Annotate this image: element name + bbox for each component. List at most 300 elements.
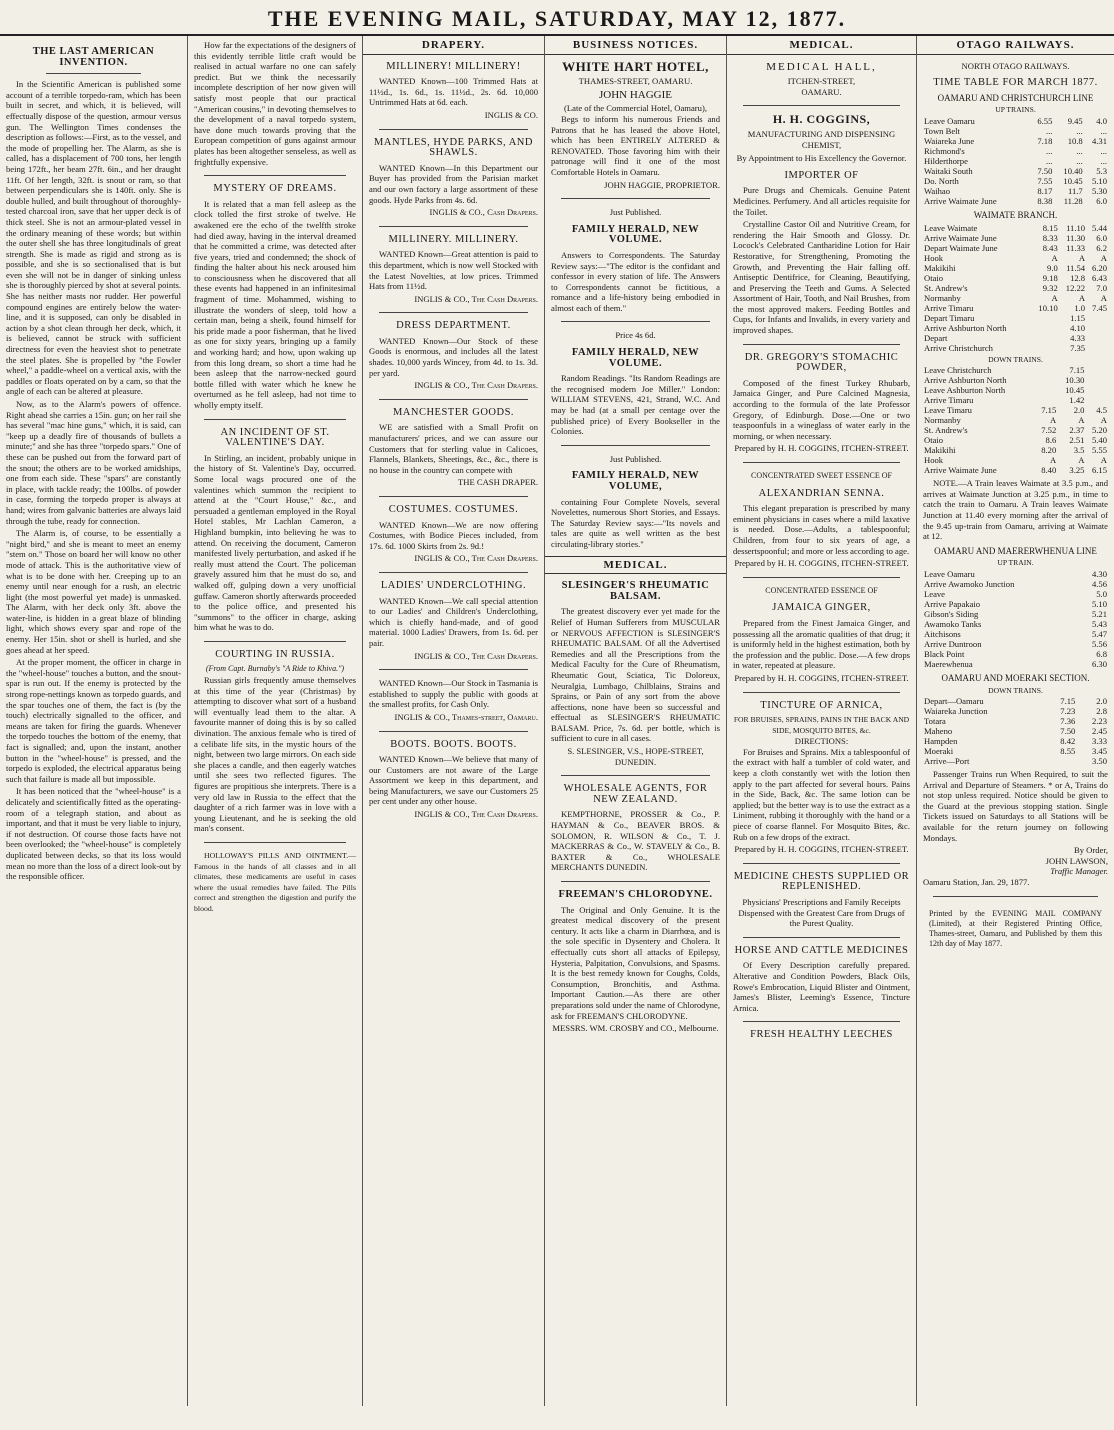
- station-name: Depart: [924, 332, 948, 343]
- column-3: [363, 36, 545, 1406]
- departure-time: 5.3: [1096, 165, 1107, 176]
- advertisement-text: HOLLOWAY'S PILLS AND OINTMENT.—Famous in the hands of all classes and in all climates, these medicaments are useful in cases where the usual remedies have failed. The Pills correct and strengthen the digestion and purify the blood.: [194, 850, 356, 913]
- ad-title: LADIES' UNDERCLOTHING.: [380, 579, 527, 591]
- article-paragraph: The Alarm is, of course, to be essentially a "night bird," and she is meant to meet an enemy "stem on." Those on board her will know no other mode of attack. This is the authoritative view of what is to be done with her. Creeping up to an enemy until near enough for a rush, an electric light (the most powerful yet made) is unmasked. The Alarm, with her deck only 3ft. above the water-line, is hidden in a great blaze of blinding light, which shows every spar and rope of the enemy. Her 15in. shot or shell is hurled, and she goes ahead at her speed.: [6, 528, 181, 655]
- advertisement: [733, 586, 910, 684]
- direction-label: DOWN TRAINS.: [988, 685, 1043, 695]
- section-header: BUSINESS NOTICES.: [545, 40, 726, 55]
- station-name: Arrive Awamoko Junction: [924, 578, 1015, 589]
- ad-subhead: IMPORTER OF: [784, 169, 859, 181]
- divider: [379, 496, 528, 497]
- departure-time: 2.0: [1096, 696, 1107, 707]
- departure-time: 9.18: [1042, 272, 1058, 283]
- departure-time: 6.0: [1096, 232, 1107, 243]
- station-name: Makikihi: [924, 445, 956, 456]
- advertisement: [733, 872, 910, 929]
- station-name: Awamoko Tanks: [924, 618, 982, 629]
- ad-title: DR. GREGORY'S STOMACHIC POWDER,: [744, 351, 899, 374]
- ad-title: WHOLESALE AGENTS, FOR NEW ZEALAND.: [563, 783, 708, 805]
- departure-time: 5.47: [1091, 628, 1107, 639]
- station-name: Hook: [924, 455, 944, 466]
- timetable-row: [923, 186, 1108, 196]
- timetable-row: [923, 196, 1108, 206]
- departure-time: 6.8: [1096, 648, 1107, 659]
- departure-time: A: [1100, 455, 1107, 466]
- departure-time: 8.55: [1060, 746, 1076, 757]
- advertisement: [369, 740, 538, 820]
- advertisement: [733, 471, 910, 569]
- departure-time: 7.0: [1096, 282, 1107, 293]
- divider: [743, 863, 900, 864]
- timetable-row: [923, 146, 1108, 156]
- station-name: Leave Ashburton North: [924, 385, 1006, 396]
- signature: Traffic Manager.: [1050, 866, 1108, 877]
- ad-title: MEDICAL HALL,: [766, 60, 877, 73]
- ad-title: ALEXANDRIAN SENNA.: [758, 487, 885, 499]
- ad-firm: INGLIS & CO.: [484, 109, 538, 120]
- ad-list: Pure Drugs and Chemicals. Genuine Patent Medicines. Perfumery. And all articles requisite for the Toilet.: [733, 185, 910, 217]
- ad-body: KEMPTHORNE, PROSSER & Co., P. HAYMAN & Co., BEAVER BROS. & SOLOMON, R. WILSON & Co., T. J. MACKERRAS & Co., W. STAVELY & Co., B. BAXTER & Co., WHOLESALE MERCHANTS DUNEDIN.: [551, 809, 720, 873]
- station-name: Otaio: [924, 435, 944, 446]
- departure-time: 7.36: [1060, 716, 1076, 727]
- station-name: Hampden: [924, 736, 958, 747]
- divider: [743, 1021, 900, 1022]
- ad-body: Prepared from the Finest Jamaica Ginger, and possessing all the aromatic qualities of that drug; it is uniformly held in the highest estimation, both by the profession and the public. Dose.—A few drops in water, repeated at pleasure.: [733, 617, 910, 671]
- station-name: Maerewhenua: [924, 658, 973, 669]
- ad-body: The Original and Only Genuine. It is the greatest medical discovery of the present century. It acts like a charm in Diarrhœa, and is the sole specific in Dysentery and Cholera. It effectually cuts short all attacks of Epilepsy, Hysteria, Palpitation, Convulsions, and Spasms. It is the best remedy known for Coughs, Colds, Consumption, Bronchitis, and Asthma. Important Caution.—As there are other preparations sold under the name of Chlorodyne, ask for FREEMAN'S CHLORODYNE.: [551, 904, 720, 1021]
- timetable-row: [923, 273, 1108, 283]
- departure-time: 12.22: [1065, 282, 1086, 293]
- station-name: Arrive Christchurch: [924, 342, 993, 353]
- departure-time: 4.56: [1091, 578, 1107, 589]
- ad-body: containing Four Complete Novels, several Novelettes, numerous Short Stories, and Essays. The Saturday Review says:—"Its novels and tales are quite as well written as the best circulating-library stories.": [551, 496, 720, 549]
- station-name: Gibson's Siding: [924, 608, 979, 619]
- departure-time: ...: [1045, 145, 1053, 156]
- departure-time: A: [1051, 252, 1058, 263]
- timetable-row: [923, 736, 1108, 746]
- article-paragraph: In the Scientific American is published some account of a terrible torpedo-ram, which has been built in secret, and which, it is believed, will effectually dispose of the question, armour versus gun. The Wellington Times condenses the description as follows:—First, as to the vessel, and the mode of propelling her. The Alarm, as she is called, has a displacement of 700 tons, her length being 172ft., her beam 27ft. 6in., and her draught 11ft. Of her length, 32ft. is snout or ram, so that between perpendiculars she is 140ft. only. She is double hulled, and built throughout of thoroughly-tested charcoal iron, save that her upper deck is of thick steel. She is not an armour-plated vessel in the ordinary meaning of these words; but within the outer shell she has three longitudinals of great strength. She is made as rigid and strong as is possible, and she is so sectionalised that is but even she will not be in danger of sinking unless she is thoroughly pierced by shot at several points. She has neither masts nor rudder. Her powerful compound engines are entirely below the water-line, and it is supposed, can only be disabled in action by a shot clean through her deck, which, it is believed, cannot be struck with sufficient directness for even the heaviest shot to penetrate the steel plates. She is propelled by "the Fowler wheel," a paddle-wheel on a vertical axis, with the paddles or floats operated on by a cam, so that the angle of each can be altered at pleasure.: [6, 79, 181, 397]
- departure-time: ...: [1045, 155, 1053, 166]
- departure-time: 9.45: [1067, 115, 1083, 126]
- ad-title: FRESH HEALTHY LEECHES: [750, 1029, 893, 1041]
- ad-head: Just Published.: [609, 207, 662, 218]
- station-name: Aitchisons: [924, 628, 961, 639]
- departure-time: 8.42: [1060, 736, 1076, 747]
- ad-firm: JOHN HAGGIE, PROPRIETOR.: [604, 179, 720, 190]
- ad-firm: S. SLESINGER, V.S., HOPE-STREET, DUNEDIN.: [567, 746, 704, 767]
- station-name: Waiareka June: [924, 135, 975, 146]
- ad-title: MILLINERY. MILLINERY.: [388, 233, 519, 245]
- departure-time: 1.15: [1070, 312, 1086, 323]
- advertisement: [733, 114, 910, 335]
- departure-time: 5.55: [1091, 445, 1107, 456]
- ad-body: Crystalline Castor Oil and Nutritive Cream, for rendering the Hair Smooth and Glossy. Dr. Locock's Celebrated Cantharidine Lotion for Hair Restorative, for Strengthening, Promoting the Growth, and Preventing the Hair falling off. Antiseptic Dentifrice, for Cleaning, Beautifying, and Preserving the Teeth and Gums. A Selected Assortment of Hair, Tooth, and Nail Brushes, from the most approved makers. Feeding Bottles and Cups, for Infants and Invalids, in every variety and improved shapes.: [733, 219, 910, 336]
- departure-time: A: [1078, 415, 1085, 426]
- station-name: Arrive Papakaio: [924, 598, 981, 609]
- divider: [561, 445, 710, 446]
- section-header: MEDICAL.: [545, 556, 726, 575]
- departure-time: 8.33: [1042, 232, 1058, 243]
- article-paragraph: At the proper moment, the officer in charge in the "wheel-house" touches a button, and the snout-spar is run out. If the enemy is protected by the strong rope-nettings known as torpedo guards, and the spar touches one of them, the fact is (by the touch) electrically signalled to the officer, and means are taken for firing the guards. Whenever the torpedo touches the bottom of the enemy, that fact is signalled; and, upon the instant, another button in the "wheel-house" is pressed, and the torpedo is exploded, the electrical apparatus being such that failure is made all but impossible.: [6, 657, 181, 784]
- article-source: (From Capt. Burnaby's "A Ride to Khiva."): [205, 664, 345, 674]
- departure-time: [1035, 365, 1058, 375]
- ad-title: BOOTS. BOOTS. BOOTS.: [390, 738, 517, 750]
- timetable-row: [923, 253, 1108, 263]
- departure-time: 8.40: [1041, 465, 1057, 476]
- divider: [743, 105, 900, 106]
- departure-time: 5.30: [1091, 185, 1107, 196]
- departure-time: [1035, 385, 1058, 395]
- ad-title: H. H. COGGINS,: [772, 112, 871, 127]
- departure-time: 9.32: [1042, 282, 1058, 293]
- departure-time: [1086, 333, 1108, 343]
- ad-body: Composed of the finest Turkey Rhubarb, Jamaica Ginger, and Pure Calcined Magnesia, according to the formula of the late Professor Gregory, of Edinburgh. Dose.—One or two teaspoonfuls in a wineglass of water early in the morning, or when necessary.: [733, 377, 910, 441]
- ad-firm: INGLIS & CO., The Cash Drapers.: [414, 553, 538, 564]
- timetable-row: [923, 263, 1108, 273]
- departure-time: 5.44: [1091, 222, 1107, 233]
- ad-firm: INGLIS & CO., The Cash Drapers.: [414, 293, 538, 304]
- divider: [379, 129, 528, 130]
- departure-time: A: [1050, 455, 1057, 466]
- ad-body: Of Every Description carefully prepared. Alterative and Condition Powders, Black Oils, Rowe's Embrocation, Liquid Blister and Ointment, James's Blister, Leeming's Essence, Tincture Arnica.: [733, 960, 910, 1013]
- advertisement: [369, 62, 538, 121]
- departure-time: [1031, 343, 1058, 353]
- ad-title: DRESS DEPARTMENT.: [396, 320, 511, 332]
- divider: [743, 462, 900, 463]
- station-name: Leave Timaru: [924, 405, 972, 416]
- divider: [743, 344, 900, 345]
- masthead-title: THE EVENING MAIL, SATURDAY, MAY 12, 1877.: [267, 6, 847, 31]
- advertisement: [369, 408, 538, 488]
- ad-place: THAMES-STREET, OAMARU.: [578, 76, 693, 87]
- ad-firm: MESSRS. WM. CROSBY and CO., Melbourne.: [552, 1023, 719, 1034]
- ad-title: FAMILY HERALD, NEW VOLUME.: [571, 347, 700, 369]
- advertisement: [733, 62, 910, 98]
- ad-firm: INGLIS & CO., The Cash Drapers.: [414, 650, 538, 661]
- station-name: Leave Oamaru: [924, 115, 975, 126]
- ad-body: WANTED Known—Great attention is paid to this department, which is now well Stocked with the Latest Novelties, at low prices. Trimmed Hats from 11½d.: [369, 249, 538, 292]
- timetable-row: [923, 726, 1108, 736]
- timetable-row: [923, 156, 1108, 166]
- departure-time: ...: [1100, 155, 1107, 166]
- departure-time: 9.0: [1047, 262, 1058, 273]
- signature: JOHN LAWSON,: [1045, 855, 1108, 866]
- ad-title: JAMAICA GINGER,: [772, 602, 871, 614]
- departure-time: 8.20: [1041, 445, 1057, 456]
- advertisement: [551, 890, 720, 1034]
- departure-time: [1045, 756, 1077, 766]
- ad-body: WANTED Known—100 Trimmed Hats at 11½d., 1s. 6d., 1s. 11½d., 2s. 6d. 10,000 Untrimmed Hats at 6d. each.: [369, 76, 538, 108]
- timetable: [923, 223, 1108, 353]
- divider: [743, 577, 900, 578]
- departure-time: 7.18: [1037, 135, 1053, 146]
- ad-title: MANCHESTER GOODS.: [392, 406, 515, 418]
- ad-pre: CONCENTRATED SWEET ESSENCE OF: [751, 471, 892, 480]
- ad-title: FREEMAN'S CHLORODYNE.: [558, 889, 713, 900]
- station-name: Waitaki South: [924, 165, 973, 176]
- departure-time: [1035, 375, 1058, 385]
- ad-firm: INGLIS & CO., The Cash Drapers.: [414, 809, 538, 820]
- departure-time: 2.23: [1091, 716, 1107, 727]
- ad-firm: Prepared by H. H. COGGINS, ITCHEN-STREET.: [734, 844, 909, 855]
- departure-time: 7.23: [1060, 706, 1076, 717]
- departure-time: 8.15: [1042, 222, 1058, 233]
- departure-time: 4.5: [1096, 405, 1107, 416]
- departure-time: 7.55: [1037, 175, 1053, 186]
- station-name: Normanby: [924, 292, 961, 303]
- station-name: Arrive Timaru: [924, 395, 974, 406]
- station-name: Hook: [924, 252, 944, 263]
- station-name: Otaio: [924, 272, 944, 283]
- section-header: MEDICAL.: [727, 40, 916, 55]
- departure-time: 6.55: [1037, 115, 1053, 126]
- line-heading: WAIMATE BRANCH.: [973, 209, 1058, 220]
- station-name: Waiareka Junction: [924, 706, 988, 717]
- timetable-row: [923, 706, 1108, 716]
- ad-title: MANTLES, HYDE PARKS, AND SHAWLS.: [374, 136, 533, 159]
- ad-title: MEDICINE CHESTS SUPPLIED OR REPLENISHED.: [733, 870, 910, 893]
- timetable-row: [923, 136, 1108, 146]
- station-name: Arrive Ashburton North: [924, 322, 1007, 333]
- advertisement: [369, 678, 538, 722]
- timetable-row: [923, 659, 1108, 669]
- timetable-row: [923, 609, 1108, 619]
- divider: [743, 937, 900, 938]
- station-name: Arrive Duntroon: [924, 638, 982, 649]
- article-paragraph: How far the expectations of the designers of this evidently terrible little craft would be realised in actual warfare no one can safely predict. But we think the necessarily incomplete description of her now given will satisfy most people that our practical "American cousins," in devoting themselves to the development of a naval torpedo system, have done much towards proving that the European competition of guns against armour plates has been altogether senseless, as well as frightfully expensive.: [194, 40, 357, 167]
- divider: [46, 73, 141, 74]
- station-name: Depart Waimate June: [924, 242, 998, 253]
- timetable-row: [923, 176, 1108, 186]
- ad-title: MILLINERY! MILLINERY!: [386, 60, 521, 72]
- departure-time: 8.43: [1042, 242, 1058, 253]
- ad-title: SLESINGER'S RHEUMATIC BALSAM.: [561, 580, 710, 602]
- ad-subtitle: MANUFACTURING AND DISPENSING CHEMIST,: [747, 128, 896, 150]
- ad-appointment: By Appointment to His Excellency the Governor.: [736, 153, 907, 164]
- timetable-row: [923, 746, 1108, 756]
- column-1: [0, 36, 188, 1406]
- departure-time: ...: [1100, 145, 1107, 156]
- timetable-row: [923, 425, 1108, 435]
- station-name: Town Belt: [924, 125, 960, 136]
- timetable-row: [923, 465, 1108, 475]
- departure-time: 3.50: [1091, 756, 1107, 767]
- ad-body: WANTED Known—We call special attention to our Ladies' and Children's Underclothing, which is chiefly hand-made, and of good material. 1000 Ladies' Drawers, from 1s. 6d. per pair.: [369, 595, 538, 648]
- departure-time: 2.8: [1096, 706, 1107, 717]
- advertisement: [551, 454, 720, 550]
- section-header: DRAPERY.: [363, 40, 544, 55]
- column-5: [727, 36, 917, 1406]
- station-name: Richmond's: [924, 145, 965, 156]
- departure-time: 4.10: [1070, 322, 1086, 333]
- ad-title: TINCTURE OF ARNICA,: [760, 699, 883, 711]
- advertisement: [369, 505, 538, 564]
- departure-time: 6.15: [1091, 465, 1107, 476]
- article-paragraph: In Stirling, an incident, probably unique in the history of St. Valentine's Day, occurred. Some local wags procured one of the valentines which summon the recipient to attend at the "Court House," &c., and persuaded a gentleman employed in the Royal Hotel stables, Mr Lachlan Cameron, a Highland bumpkin, into believing he was to attend. On receiving the document, Cameron manifested lively perturbation, and asked if he really must attend the Court. The policeman gravely assured him that he must do so, and walked off, gulping down a very unofficial guffaw. Cameron shortly afterwards proceeded to the police office, and presented his "summons" to the officer in charge, asking him what he was to do.: [194, 452, 356, 633]
- timetable-row: [923, 333, 1108, 343]
- ad-head: Price 4s 6d.: [615, 330, 656, 341]
- timetable-row: [923, 343, 1108, 353]
- departure-time: 4.0: [1096, 115, 1107, 126]
- divider: [379, 226, 528, 227]
- timetable-subtitle: TIME TABLE FOR MARCH 1877.: [933, 77, 1098, 89]
- station-name: Arrive Waimate June: [924, 232, 997, 243]
- departure-time: 6.0: [1096, 195, 1107, 206]
- departure-time: 7.45: [1091, 302, 1107, 313]
- departure-time: 8.6: [1045, 435, 1057, 446]
- departure-time: 10.10: [1038, 302, 1058, 313]
- ad-title: FAMILY HERALD, NEW VOLUME,: [571, 470, 700, 492]
- departure-time: 11.7: [1068, 185, 1083, 196]
- divider: [743, 692, 900, 693]
- timetable-row: [923, 166, 1108, 176]
- article-heading: AN INCIDENT OF ST. VALENTINE'S DAY.: [220, 426, 330, 449]
- station-name: Arrive Waimate June: [924, 465, 997, 476]
- ad-body: Begs to inform his numerous Friends and Patrons that he has leased the above Hotel, which has been ENTIRELY ALTERED & RENOVATED. Those favoring him with their patronage will find it one of the most Comfortable Hotels in Oamaru.: [551, 113, 720, 177]
- timetable-row: [923, 756, 1108, 766]
- ad-firm: INGLIS & CO., The Cash Drapers.: [414, 380, 538, 391]
- timetable-row: [923, 696, 1108, 706]
- departure-time: 2.45: [1091, 726, 1107, 737]
- divider: [561, 321, 710, 322]
- departure-time: [1086, 343, 1108, 353]
- departure-time: 5.20: [1091, 425, 1107, 436]
- departure-time: 6.20: [1091, 262, 1107, 273]
- ad-body: Physicians' Prescriptions and Family Receipts Dispensed with the Greatest Care from Drugs of the Purest Quality.: [738, 897, 905, 929]
- station-name: Waihao: [924, 185, 951, 196]
- masthead: [0, 0, 1114, 36]
- ad-body: WANTED Known—In this Department our Buyer has provided from the Parisian market and our own factory a large assortment of these goods. Hyde Parks from 4s. 6d.: [369, 162, 538, 205]
- divider: [561, 198, 710, 199]
- signature-date: Oamaru Station, Jan. 29, 1877.: [923, 877, 1030, 888]
- departure-time: 5.10: [1091, 175, 1107, 186]
- column-2: [188, 36, 363, 1406]
- article-paragraph: It is related that a man fell asleep as the clock tolled the first stroke of twelve. He awakened ere the echo of the twelfth stroke had died away, having in the interval dreamed that he committed a crime, was detected after five years, tried and condemned; the shock of finding the halter about his neck aroused him to consciousness when he discovered that all these events had happened in an infinitesimal fragment of time. Mohammed, wishing to illustrate the wonders of sleep, told how a certain man, being a sheik, found himself for his pride made a poor fisherman, that he lived as one for sixty years, bringing up a family and working hard; and how, upon waking up from this long dream, so short a time had he been asleep that the narrow-necked gourd bottle filled with water which he knew he overturned as he fell asleep, had not time to wholly empty itself.: [194, 198, 356, 410]
- divider: [204, 842, 346, 843]
- timetable-row: [923, 455, 1108, 465]
- advertisement: [551, 784, 720, 873]
- ad-body: Answers to Correspondents. The Saturday Review says:—"The editor is the confidant and confessor in every station of life. The Answers to Correspondents cannot be fictitious, a romance and a life-history being embodied in almost each of them.": [551, 249, 720, 313]
- departure-time: 4.30: [1091, 568, 1107, 579]
- station-name: Maheno: [924, 726, 953, 737]
- departure-time: 8.38: [1037, 195, 1053, 206]
- station-name: Depart—Oamaru: [924, 696, 984, 707]
- ad-body: WANTED Known—We believe that many of our Customers are not aware of the Large Assortment we keep in this department, and being Manufacturers, we save our Customers 25 per cent under any other house.: [369, 754, 538, 807]
- timetable-note: NOTE.—A Train leaves Waimate at 3.5 p.m., and arrives at Waimate Junction at 3.25 p.m., in time to catch the train to Oamaru. A Train leaves Waimate Junction at 11.40 every morning after the arrival of the 9.45 up-train from Oamaru, arriving at Waimate at 12.: [923, 478, 1108, 542]
- divider: [379, 399, 528, 400]
- ad-title: COSTUMES. COSTUMES.: [388, 504, 519, 515]
- advertisement: [551, 207, 720, 313]
- departure-time: ...: [1100, 125, 1107, 136]
- ad-street: ITCHEN-STREET,: [787, 76, 856, 87]
- direction-label: DOWN TRAINS.: [988, 354, 1043, 364]
- advertisement: [369, 138, 538, 218]
- departure-time: 3.33: [1091, 736, 1107, 747]
- line-heading: OAMARU AND MAERERWHENUA LINE: [934, 545, 1097, 556]
- divider: [204, 419, 346, 420]
- departure-time: A: [1078, 252, 1086, 263]
- departure-time: A: [1051, 292, 1058, 303]
- departure-time: 5.21: [1091, 608, 1107, 619]
- departure-time: 5.10: [1091, 598, 1107, 609]
- ad-subtitle: FOR BRUISES, SPRAINS, PAINS IN THE BACK AND SIDE, MOSQUITO BITES, &c.: [733, 715, 910, 735]
- departure-time: 10.30: [1065, 375, 1085, 386]
- departure-time: ...: [1045, 125, 1053, 136]
- departure-time: [1086, 313, 1108, 323]
- departure-time: 10.40: [1063, 165, 1083, 176]
- timetable-row: [923, 405, 1108, 415]
- article-paragraph: It has been noticed that the "wheel-house" is a delicately and scientifically fitted as the operating-room of a telegraph station, and about as important, and that it must be very liable to injury, if not destruction. Of course those facts have not been overlooked; the "wheel-house" is completely duplicated between decks, so that its loss would mean no more than the loss of a direct look-out by the responsible officer.: [6, 786, 181, 882]
- timetable-row: [923, 303, 1108, 313]
- departure-time: 7.35: [1070, 342, 1086, 353]
- advertisement: [733, 701, 910, 855]
- departure-time: 7.15: [1069, 365, 1085, 376]
- advertisement: [369, 581, 538, 661]
- departure-time: A: [1100, 415, 1107, 426]
- timetable-row: [923, 435, 1108, 445]
- departure-time: 11.10: [1066, 222, 1086, 233]
- advertisement: [733, 946, 910, 1014]
- departure-time: 7.50: [1060, 726, 1076, 737]
- station-name: Arrive Timaru: [924, 302, 974, 313]
- ad-body: WE are satisfied with a Small Profit on manufacturers' prices, and we can assure our Customers that for sterling value in Calicoes, Flannels, Blankets, Sheetings, &c., &c., there is no house in the country can compete with: [369, 422, 538, 475]
- divider: [379, 669, 528, 670]
- departure-time: 7.15: [1041, 405, 1057, 416]
- article-heading: THE LAST AMERICAN INVENTION.: [32, 46, 155, 68]
- timetable: [923, 116, 1108, 206]
- direction-label: UP TRAINS.: [995, 105, 1036, 115]
- departure-time: 2.0: [1073, 405, 1085, 416]
- ad-firm: Prepared by H. H. COGGINS, ITCHEN-STREET.: [734, 672, 909, 683]
- timetable-row: [923, 639, 1108, 649]
- departure-time: 7.50: [1037, 165, 1053, 176]
- station-name: Black Point: [924, 648, 965, 659]
- departure-time: [1086, 323, 1108, 333]
- timetable-row: [923, 395, 1108, 405]
- ad-title: FAMILY HERALD, NEW VOLUME.: [571, 223, 700, 246]
- ad-body: This elegant preparation is prescribed by many eminent physicians in cases where a mild laxative is needed. Dose.—Adults, a tablespoonful; Children, from four to six years of age, a dessertspoonful; and more or less according to age.: [733, 503, 910, 556]
- station-name: Leave: [924, 588, 945, 599]
- divider: [561, 775, 710, 776]
- advertisement: [551, 581, 720, 767]
- divider: [379, 731, 528, 732]
- timetable-row: [923, 445, 1108, 455]
- advertisement: [369, 321, 538, 391]
- departure-time: 5.40: [1091, 435, 1107, 446]
- line-heading: OAMARU AND MOERAKI SECTION.: [941, 672, 1090, 683]
- departure-time: [1035, 395, 1058, 405]
- station-name: Arrive Ashburton North: [924, 375, 1007, 386]
- departure-time: 6.43: [1091, 272, 1107, 283]
- divider: [379, 312, 528, 313]
- timetable-row: [923, 375, 1108, 385]
- departure-time: 10.8: [1067, 135, 1083, 146]
- departure-time: [1031, 323, 1058, 333]
- timetable-row: [923, 629, 1108, 639]
- ad-note: (Late of the Commercial Hotel, Oamaru),: [564, 103, 707, 114]
- ad-body: For Bruises and Sprains. Mix a tablespoonful of the extract with half a tumbler of cold water, and keep a cloth constantly wet with the lotion then apply to the part affected for several hours. Pains in the Side, Back, &c. The same lotion can be applied; but the better way is to use the extract as a Liniment, rubbing it thoroughly with the hand or a piece of coarse flannel. For Mosquito Bites, &c. Rub on a few drops of the extract.: [733, 746, 910, 842]
- ad-firm: Prepared by H. H. COGGINS, ITCHEN-STREET.: [734, 558, 909, 569]
- timetable-row: [923, 415, 1108, 425]
- timetable: [923, 365, 1108, 475]
- divider: [561, 881, 710, 882]
- column-4: [545, 36, 727, 1406]
- ad-firm: Prepared by H. H. COGGINS, ITCHEN-STREET.: [734, 443, 909, 454]
- departure-time: [1085, 365, 1108, 375]
- timetable-title: NORTH OTAGO RAILWAYS.: [961, 60, 1070, 71]
- timetable-row: [923, 293, 1108, 303]
- departure-time: 11.33: [1066, 242, 1086, 253]
